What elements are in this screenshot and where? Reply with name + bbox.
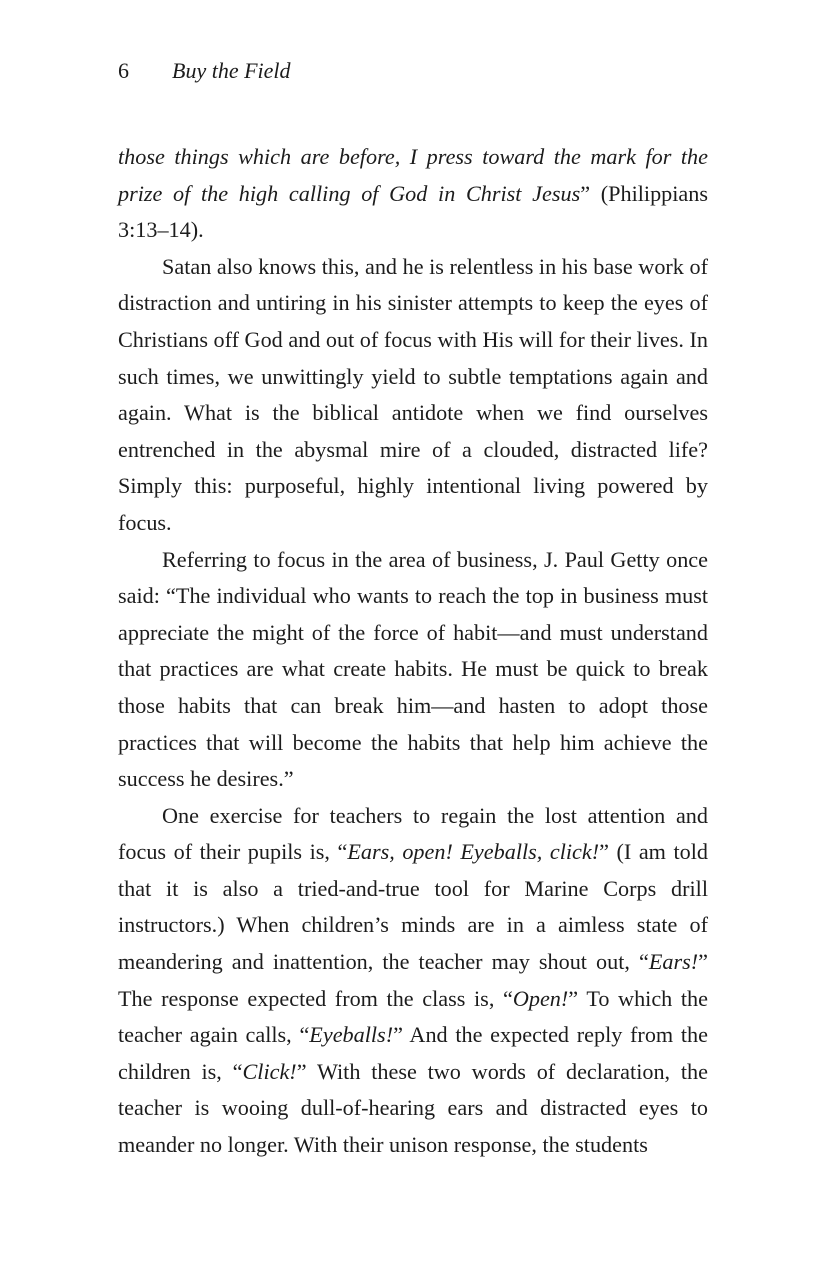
text-run: One exercise for teachers to regain the lost attention and focus of their pupils is, “ — [118, 802, 708, 865]
paragraph — [118, 249, 708, 542]
text-run: Satan also knows this, and he is relentless in his base work of distraction and untiring in his sinister attempts to keep the eyes of Christians off God and out of focus with His will for their lives. In such times, we unwittingly yield to subtle temptations again and again. What is the biblical antidote when we find ourselves entrenched in the abysmal mire of a clouded, distracted life? Simply this: purposeful, highly intentional living powered by focus. — [118, 253, 708, 535]
paragraph — [118, 798, 708, 1164]
text-run: ” With these two words of declaration, the teacher is wooing dull-of-hearing ears and distracted eyes to meander no longer. With their unison response, the students — [118, 1058, 708, 1158]
text-run: those things which are before, I press toward the mark for the prize of the high calling of God in Christ Jesus — [118, 144, 708, 206]
text-run: ” (I am told that it is also a tried-and-true tool for Marine Corps drill instructors.) When children’s minds are in a aimless state of meandering and inattention, the teacher may shout out, “ — [118, 839, 708, 975]
text-run: Click! — [242, 1058, 297, 1084]
page-number: 6 — [118, 58, 129, 83]
text-run: ” (Philippians 3:13–14). — [118, 180, 708, 243]
text-run: Open! — [512, 985, 569, 1011]
text-run: Ears, open! Eyeballs, click! — [347, 839, 600, 865]
running-title: Buy the Field — [172, 58, 291, 83]
text-run: ” And the expected reply from the children is, “ — [118, 1022, 708, 1084]
text-run: ” The response expected from the class is, “ — [118, 949, 708, 1011]
page-header — [118, 58, 708, 84]
body-text — [118, 139, 708, 1164]
text-run: Ears! — [648, 949, 699, 975]
text-run: Eyeballs! — [309, 1022, 394, 1048]
paragraph — [118, 542, 708, 798]
text-run: ” To which the teacher again calls, “ — [118, 985, 708, 1048]
paragraph — [118, 139, 708, 249]
text-run: Referring to focus in the area of business, J. Paul Getty once said: “The individual who wants to reach the top in business must appreciate the might of the force of habit—and must understand that practices are what create habits. He must be quick to break those habits that can break him—and hasten to adopt those practices that will become the habits that help him achieve the success he desires.” — [118, 546, 708, 792]
